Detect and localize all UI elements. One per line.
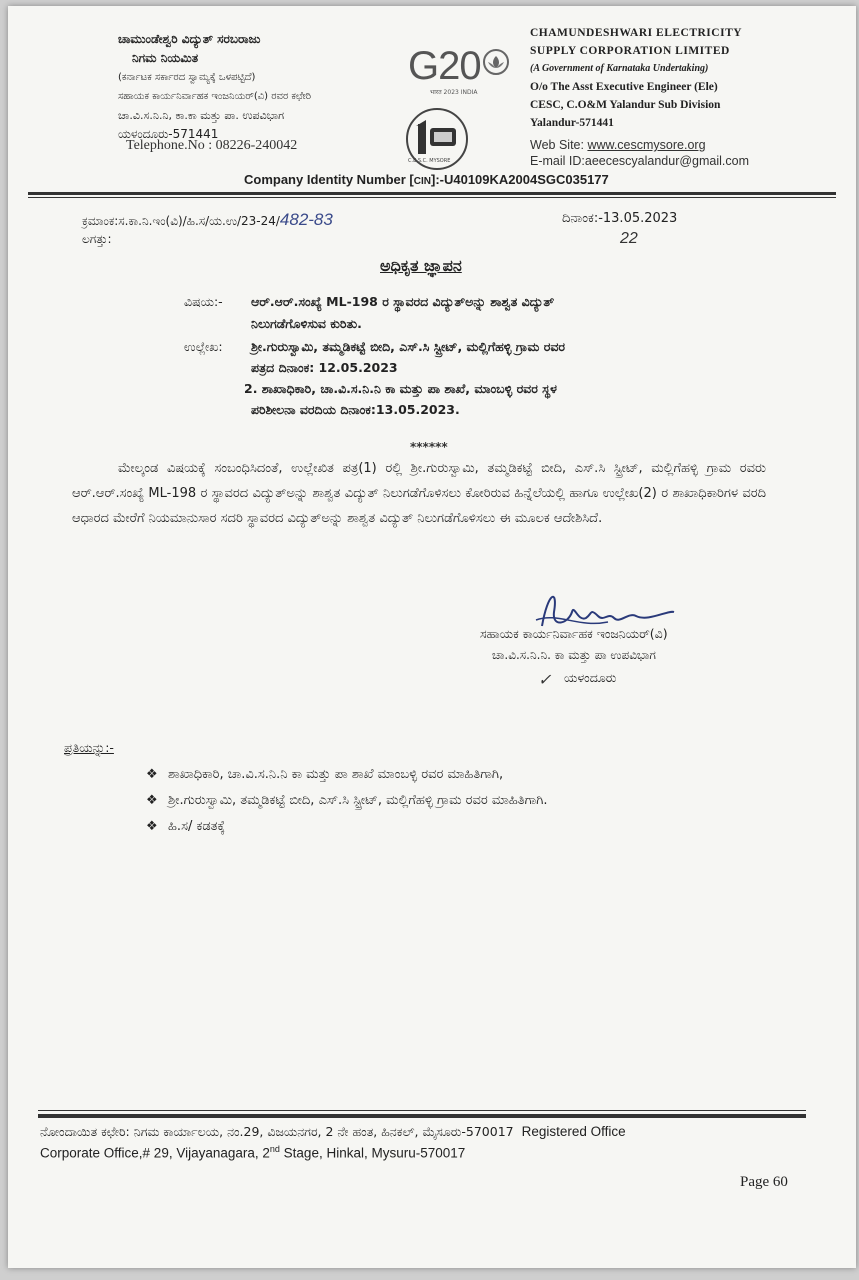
page-number: Page 60 bbox=[740, 1174, 788, 1190]
date-handwritten: 22 bbox=[620, 230, 638, 247]
subject-line-1: ಆರ್.ಆರ್.ಸಂಖ್ಯೆ ML-198 ರ ಸ್ಥಾವರದ ವಿದ್ಯುತ್‌ಅನ್ನು ಶಾಶ್ವತ ವಿದ್ಯುತ್ bbox=[251, 294, 555, 309]
office-en: O/o The Asst Executive Engineer (Ele) bbox=[530, 81, 718, 93]
subdivision-kn: ಚಾ.ವಿ.ಸ.ನಿ.ನಿ, ಕಾ.ಕಾ ಮತ್ತು ಪಾ. ಉಪವಿಭಾಗ bbox=[118, 109, 285, 122]
org-name-kn-1: ಚಾಮುಂಡೇಶ್ವರಿ ವಿದ್ಯುತ್ ಸರಬರಾಜು bbox=[118, 32, 261, 46]
header-english-block bbox=[530, 24, 742, 132]
reference-number: ಕ್ರಮಾಂಕ:ಸ.ಕಾ.ನಿ.ಇಂ(ವಿ)/ಹಿ.ಸ/ಯ.ಉ/23-24/ bbox=[82, 214, 280, 228]
g20-subtext: भारत 2023 INDIA bbox=[430, 89, 478, 96]
footer-divider bbox=[38, 1110, 806, 1111]
copies-label: ಪ್ರತಿಯನ್ನು:- bbox=[64, 740, 114, 755]
reference-1-line-2: ಪತ್ರದ ದಿನಾಂಕ: 12.05.2023 bbox=[251, 360, 398, 375]
signatory-place: ಯಳಂದೂರು bbox=[564, 670, 617, 685]
cesc-logo bbox=[404, 106, 470, 172]
copy-item bbox=[146, 762, 548, 788]
telephone: Telephone.No : 08226-240042 bbox=[126, 138, 298, 153]
header-kannada-block bbox=[118, 30, 311, 144]
footer-corporate-office bbox=[40, 1144, 465, 1161]
address-kn: ಯಳಂದೂರು-571441 bbox=[118, 127, 219, 141]
registered-office-label: Registered Office bbox=[521, 1124, 626, 1139]
body-paragraph: ಮೇಲ್ಕಂಡ ವಿಷಯಕ್ಕೆ ಸಂಬಂಧಿಸಿದಂತೆ, ಉಲ್ಲೇಖಿತ ಪತ್ರ(1) ರಲ್ಲಿ ಶ್ರೀ.ಗುರುಸ್ವಾಮಿ, ತಮ್ಮಡಿಕಟ್ಟೆ ಬೀದಿ, ಎಸ್.ಸಿ ಸ್ಟ್ರೀಟ್, ಮಲ್ಲಿಗೆಹಳ್ಳಿ ಗ್ರಾಮ ರವರು ಆರ್.ಆರ್.ಸಂಖ್ಯೆ ML-198 ರ ಸ್ಥಾವರದ ವಿದ್ಯುತ್‌ಅನ್ನು ಶಾಶ್ವತ ವಿದ್ಯುತ್ ನಿಲುಗಡೆಗೊಳಿಸಲು ಕೋರಿರುವ ಹಿನ್ನೆಲೆಯಲ್ಲಿ ಹಾಗೂ ಉಲ್ಲೇಖ(2) ರ ಶಾಖಾಧಿಕಾರಿಗಳ ವರದಿ ಆಧಾರದ ಮೇರೆಗೆ ನಿಯಮಾನುಸಾರ ಸದರಿ ಸ್ಥಾವರದ ವಿದ್ಯುತ್‌ಅನ್ನು ಶಾಶ್ವತ ವಿದ್ಯುತ್ ನಿಲುಗಡೆಗೊಳಿಸಲು ಈ ಮೂಲಕ ಆದೇಶಿಸಿದೆ. bbox=[72, 461, 766, 526]
g20-text: G20 bbox=[408, 44, 481, 88]
enclosure-label: ಲಗತ್ತು: bbox=[82, 232, 112, 246]
org-govt-en: (A Government of Karnataka Undertaking) bbox=[530, 63, 709, 74]
g20-logo bbox=[408, 44, 518, 96]
cin-code: CIN bbox=[413, 176, 431, 187]
signatory-office: ಚಾ.ವಿ.ಸ.ನಿ.ನಿ. ಕಾ ಮತ್ತು ಪಾ ಉಪವಿಭಾಗ bbox=[492, 648, 656, 662]
bullet-icon: ❖ bbox=[146, 793, 158, 808]
cin-value: ]:-U40109KA2004SGC035177 bbox=[430, 172, 609, 187]
website-line bbox=[530, 138, 706, 152]
separator-stars: ****** bbox=[410, 440, 448, 454]
cesc-logo-caption: C.E.S.C. MYSORE bbox=[408, 158, 451, 164]
subject-line-2: ನಿಲುಗಡೆಗೊಳಿಸುವ ಕುರಿತು. bbox=[251, 316, 362, 331]
reference-label: ಉಲ್ಲೇಖ: bbox=[184, 339, 223, 354]
header-divider bbox=[28, 192, 836, 195]
lotus-icon bbox=[482, 48, 510, 76]
signatory-designation: ಸಹಾಯಕ ಕಾರ್ಯನಿರ್ವಾಹಕ ಇಂಜನಿಯರ್(ವಿ) bbox=[480, 626, 668, 641]
copy-item bbox=[146, 814, 548, 840]
org-name-kn-2: ನಿಗಮ ನಿಯಮಿತ bbox=[132, 51, 199, 65]
date-line: ದಿನಾಂಕ:-13.05.2023 bbox=[562, 211, 678, 226]
document-page bbox=[8, 6, 856, 1268]
cin-line bbox=[244, 172, 609, 187]
footer-kannada-address: ನೋಂದಾಯಿತ ಕಛೇರಿ: ನಿಗಮ ಕಾರ್ಯಾಲಯ, ನಂ.29, ವಿಜಯನಗರ, 2 ನೇ ಹಂತ, ಹಿನಕಲ್, ಮೈಸೂರು-570017 bbox=[40, 1124, 514, 1139]
subdivision-en: CESC, C.O&M Yalandur Sub Division bbox=[530, 99, 721, 111]
org-name-en-1: CHAMUNDESHWARI ELECTRICITY bbox=[530, 27, 743, 39]
reference-line bbox=[82, 210, 333, 230]
header-divider-thin bbox=[28, 197, 836, 198]
corporate-office-prefix: Corporate Office,# 29, Vijayanagara, 2 bbox=[40, 1145, 270, 1161]
document-title: ಅಧಿಕೃತ ಜ್ಞಾಪನ bbox=[380, 256, 462, 275]
reference-1-line-1: ಶ್ರೀ.ಗುರುಸ್ವಾಮಿ, ತಮ್ಮಡಿಕಟ್ಟೆ ಬೀದಿ, ಎಸ್.ಸಿ ಸ್ಟ್ರೀಟ್, ಮಲ್ಲಿಗೆಹಳ್ಳಿ ಗ್ರಾಮ ರವರ bbox=[251, 339, 565, 354]
copy-item-text: ಹಿ.ಸ/ ಕಡತಕ್ಕೆ bbox=[168, 819, 226, 834]
corporate-office-suffix: Stage, Hinkal, Mysuru-570017 bbox=[279, 1145, 466, 1161]
footer-registered-kn bbox=[40, 1124, 626, 1140]
email-line[interactable]: E-mail ID:aeecescyalandur@gmail.com bbox=[530, 154, 750, 168]
copy-item-text: ಶ್ರೀ.ಗುರುಸ್ವಾಮಿ, ತಮ್ಮಡಿಕಟ್ಟೆ ಬೀದಿ, ಎಸ್.ಸಿ ಸ್ಟ್ರೀಟ್, ಮಲ್ಲಿಗೆಹಳ್ಳಿ ಗ್ರಾಮ ರವರ ಮಾಹಿತಿಗಾಗಿ. bbox=[168, 793, 548, 808]
initial-mark: ✓ bbox=[538, 672, 552, 689]
org-name-en-2: SUPPLY CORPORATION LIMITED bbox=[530, 45, 730, 57]
copy-item bbox=[146, 788, 548, 814]
corporate-office-sup: nd bbox=[269, 1144, 280, 1154]
cin-label: Company Identity Number [ bbox=[244, 172, 414, 187]
org-govt-kn: (ಕರ್ನಾಟಕ ಸರ್ಕಾರದ ಸ್ವಾಮ್ಯಕ್ಕೆ ಒಳಪಟ್ಟಿದೆ) bbox=[118, 72, 256, 83]
copies-list bbox=[146, 762, 548, 840]
address-en: Yalandur-571441 bbox=[530, 117, 614, 129]
reference-handwritten: 482-83 bbox=[279, 210, 333, 229]
copy-item-text: ಶಾಖಾಧಿಕಾರಿ, ಚಾ.ವಿ.ಸ.ನಿ.ನಿ ಕಾ ಮತ್ತು ಪಾ ಶಾಖೆ ಮಾಂಬಳ್ಳಿ ರವರ ಮಾಹಿತಿಗಾಗಿ, bbox=[168, 767, 504, 782]
website-label: Web Site: bbox=[530, 138, 588, 152]
reference-2-line-1: 2. ಶಾಖಾಧಿಕಾರಿ, ಚಾ.ವಿ.ಸ.ನಿ.ನಿ ಕಾ ಮತ್ತು ಪಾ ಶಾಖೆ, ಮಾಂಬಳ್ಳಿ ರವರ ಸ್ಥಳ bbox=[244, 381, 557, 396]
bullet-icon: ❖ bbox=[146, 819, 158, 834]
office-kn: ಸಹಾಯಕ ಕಾರ್ಯನಿರ್ವಾಹಕ ಇಂಜನಿಯರ್(ವಿ) ರವರ ಕಛೇರಿ bbox=[118, 91, 312, 102]
subject-label: ವಿಷಯ:- bbox=[184, 294, 223, 309]
website-link[interactable]: www.cescmysore.org bbox=[587, 138, 706, 152]
footer-divider-thick bbox=[38, 1114, 806, 1118]
bullet-icon: ❖ bbox=[146, 767, 158, 782]
reference-2-line-2: ಪರಿಶೀಲನಾ ವರದಿಯ ದಿನಾಂಕ:13.05.2023. bbox=[251, 402, 460, 417]
